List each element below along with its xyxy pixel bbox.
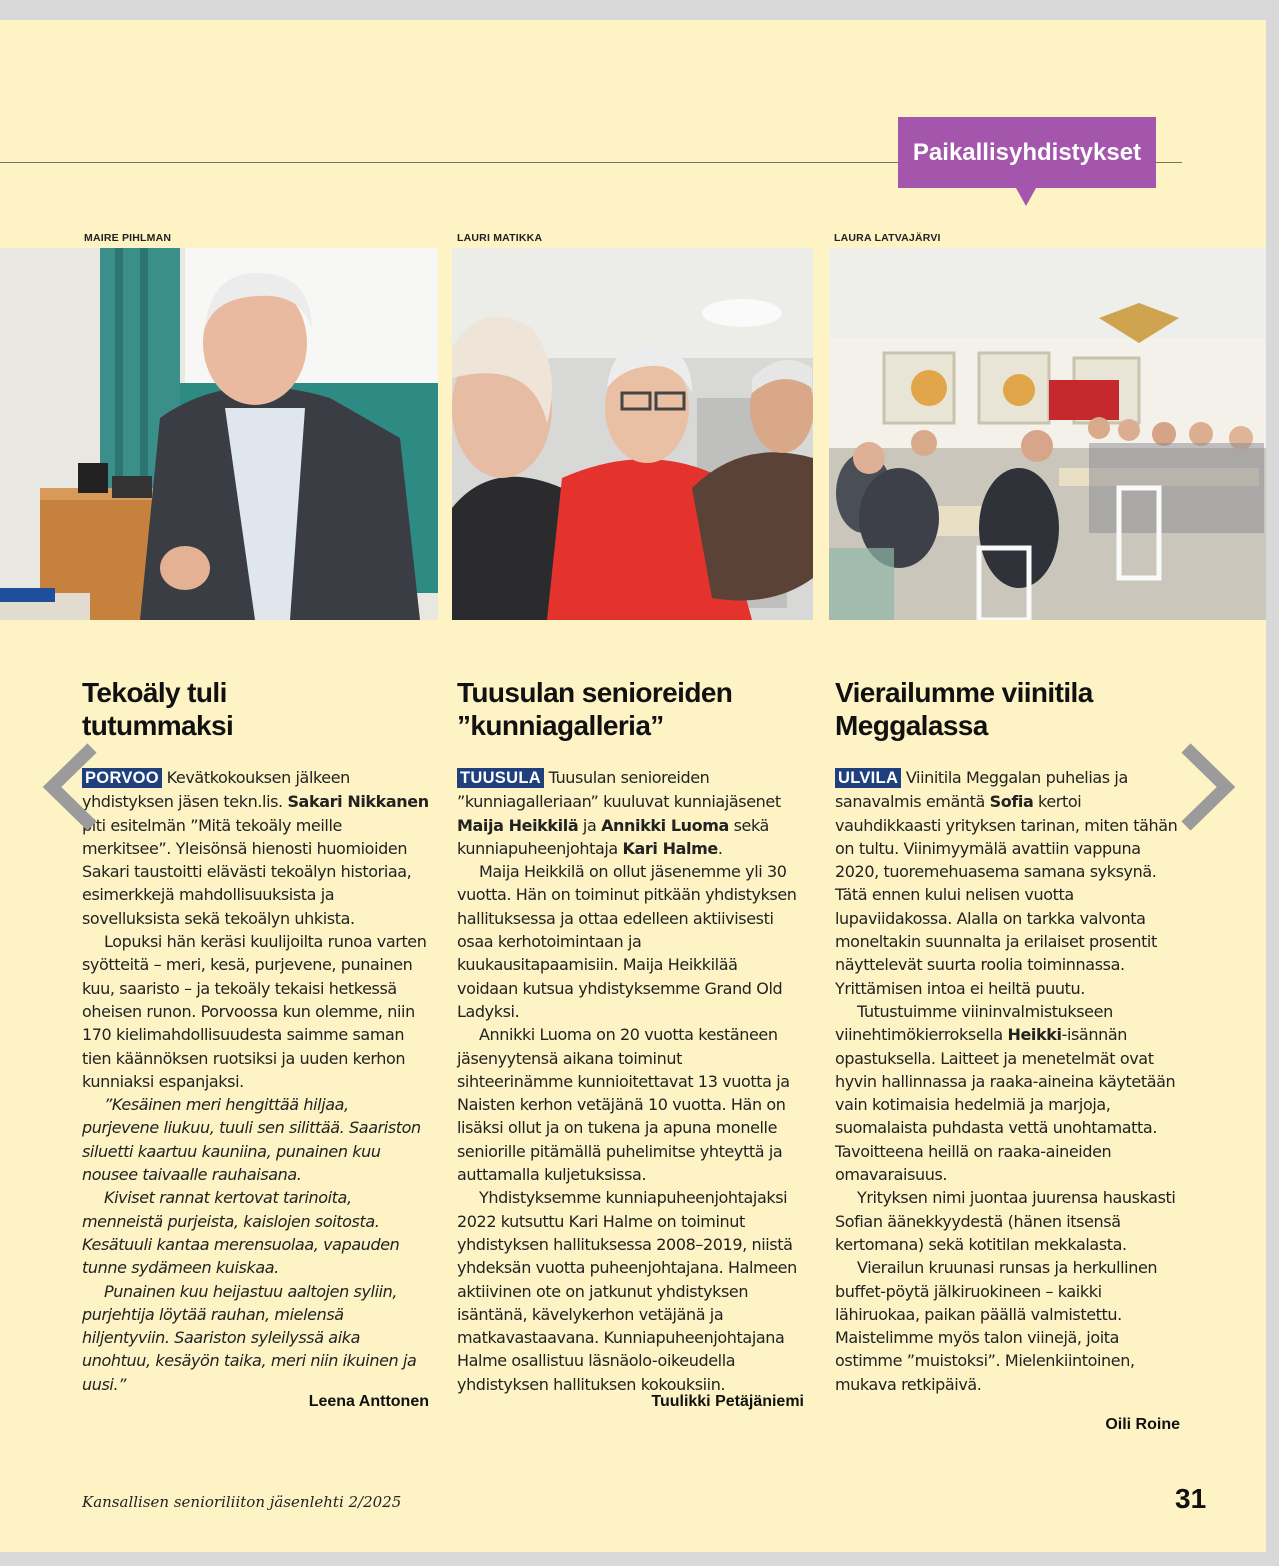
headline-2 <box>457 676 732 742</box>
paragraph: Yhdistyksemme kunniapuheenjohtajaksi 2022 kutsuttu Kari Halme on toiminut yhdistyksen hallituksessa 2008–2019, niistä yhdeksän vuotta puheenjohtajana. Halmeen aktiivinen ote on jatkunut yhdistyksen isäntänä, kävelykerhon vetäjänä ja matkavastaavana. Kunniapuheenjohtajana Halme osallistuu läsnäolo-oikeudella yhdistyksen hallituksen kokouksiin. <box>457 1188 797 1394</box>
text: Viinitila Meggalan puhelias ja sanavalmis emäntä <box>835 768 1128 812</box>
person-name: Maija Heikkilä <box>457 815 579 835</box>
person-name: Sakari Nikkanen <box>287 792 429 812</box>
poem-text: ”Kesäinen meri hengittää hiljaa, purjevene liukuu, tuuli sen silittää. Saariston siluetti kaartuu kauniina, punainen kuu nousee taivaalle rauhaisana. <box>82 1095 421 1185</box>
person-name: Kari Halme <box>622 838 718 858</box>
headline-3 <box>835 676 1093 742</box>
text: Kevätkokouksen jälkeen yhdistyksen jäsen tekn.lis. <box>82 768 350 812</box>
page-number: 31 <box>1175 1483 1207 1514</box>
photo-tuusula-honorees <box>452 248 813 620</box>
location-badge: ULVILA <box>835 768 901 788</box>
headline-3-line-1: Vierailumme viinitila <box>835 677 1093 708</box>
paragraph <box>835 766 1181 1000</box>
text: Tuusulan senioreiden ”kunniagalleriaan” kuuluvat kunniajäsenet <box>457 768 781 812</box>
paragraph: Annikki Luoma on 20 vuotta kestäneen jäsenyytensä aikana toiminut sihteerinämme kunnioitettavat 13 vuotta ja Naisten kerhon vetäjänä 10 vuotta. Hän on lisäksi ollut ja on tukena ja apuna monelle seniorille pitämällä puhelimitse yhteyttä ja auttamalla kuljetuksissa. <box>457 1025 790 1185</box>
magazine-page <box>0 20 1266 1552</box>
chevron-right-icon <box>1178 742 1238 832</box>
author-1: Leena Anttonen <box>308 1393 429 1410</box>
location-badge: TUUSULA <box>457 768 544 788</box>
paragraph: Vierailun kruunasi runsas ja herkullinen buffet-pöytä jälkiruokineen – kaikki lähiruokaa, paikan päällä valmistettu. Maistelimme myös talon viinejä, joita ostimme ”muistoksi”. Mielenkiintoinen, mukava retkipäivä. <box>835 1258 1158 1394</box>
photo-credit-2: LAURI MATIKKA <box>457 232 543 244</box>
text: Tutustuimme viininvalmistukseen viinehtimökierroksella <box>835 1001 1113 1045</box>
text: kertoi vauhdikkaasti yrityksen tarinan, miten tähän on tultu. Viinimyymälä avattiin vappuna 2020, tuoremehuasema samana syksynä. Tätä ennen kului nelisen vuotta lupaviidakossa. Alalla on tarkka valvonta moneltakin suunnalta ja erilaiset prosentit näyttelevät suurta roolia toiminnassa. Yrittämisen intoa ei heiltä puutu. <box>835 792 1178 998</box>
person-name: Heikki <box>1007 1025 1062 1045</box>
author-2: Tuulikki Petäjäniemi <box>651 1393 804 1410</box>
author-3: Oili Roine <box>1105 1416 1180 1433</box>
headline-3-line-2: Meggalassa <box>835 710 988 741</box>
article-body-1 <box>82 766 429 1396</box>
headline-1-line-2: tutummaksi <box>82 710 234 741</box>
chevron-left-icon <box>40 742 100 832</box>
publication-name: Kansallisen senioriliiton jäsenlehti 2/2025 <box>82 1493 402 1511</box>
poem-paragraph <box>82 1093 429 1186</box>
headline-2-line-1: Tuusulan senioreiden <box>457 677 733 708</box>
poem-text: Punainen kuu heijastuu aaltojen syliin, purjehtija löytää rauhan, mielensä hiljentyviin. Saariston syleilyssä aika unohtuu, kesäyön taika, meri niin ikuinen ja uusi.” <box>82 1281 417 1394</box>
poem-text: Kiviset rannat kertovat tarinoita, menneistä purjeista, kaislojen soitosta. Kesätuuli kantaa merensuolaa, vapauden tunne sydämeen kuiskaa. <box>82 1188 400 1278</box>
headline-1-line-1: Tekoäly tuli <box>82 677 227 708</box>
headline-1 <box>82 676 233 742</box>
photo-porvoo-speaker <box>0 248 438 620</box>
person-name: Sofia <box>989 792 1034 812</box>
location-badge: PORVOO <box>82 768 162 788</box>
poem-paragraph <box>82 1280 429 1396</box>
photo-credit-3: LAURA LATVAJÄRVI <box>834 232 941 244</box>
article-body-2 <box>457 766 802 1396</box>
text: ja <box>578 815 602 835</box>
paragraph: Maija Heikkilä on ollut jäsenemme yli 30 vuotta. Hän on toiminut pitkään yhdistyksen hallituksessa ja ottaa edelleen aktiivisesti osaa kerhotoimintaan ja kuukausitapaamisiin. Maija Heikkilää voidaan kutsua yhdistyksemme Grand Old Ladyksi. <box>457 862 797 1021</box>
text: -isännän opastuksella. Laitteet ja menetelmät ovat hyvin hallinnassa ja raaka-aineina käytetään vain kotimaisia hedelmiä ja marjoja, suomalaista puhdasta vettä unohtamatta. Tavoitteena heillä on raaka-aineiden omavaraisuus. <box>835 1025 1176 1185</box>
person-name: Annikki Luoma <box>601 815 729 835</box>
text: piti esitelmän ”Mitä tekoäly meille merkitsee”. Yleisönsä hienosti huomioiden Sakari taustoitti elävästi tekoälyn historiaa, esimerkkejä mahdollisuuksista ja sovelluksista sekä tekoälyn uhkista. <box>82 815 412 928</box>
text: sekä kunniapuheenjohtaja <box>457 815 769 858</box>
article-body-3 <box>835 766 1181 1396</box>
paragraph <box>457 766 802 860</box>
paragraph <box>82 766 429 930</box>
next-page-button[interactable] <box>1178 742 1238 832</box>
section-tag: Paikallisyhdistykset <box>898 117 1156 188</box>
headline-2-line-2: ”kunniagalleria” <box>457 710 664 741</box>
text: . <box>717 838 723 858</box>
previous-page-button[interactable] <box>40 742 100 832</box>
paragraph <box>835 1000 1181 1186</box>
poem-paragraph <box>82 1186 429 1279</box>
paragraph: Lopuksi hän keräsi kuulijoilta runoa varten syötteitä – meri, kesä, purjevene, punainen kuu, saaristo – ja tekoäly tekaisi hetkessä oheisen runon. Porvoossa kun olemme, niin 170 kielimahdollisuudesta saimme saman tien käännöksen ruotsiksi ja uuden kerhon kunniaksi espanjaksi. <box>82 932 427 1091</box>
paragraph: Yrityksen nimi juontaa juurensa hauskasti Sofian äänekkyydestä (hänen itsensä kertomana) sekä kotitilan mekkalasta. <box>835 1188 1176 1254</box>
photo-credit-1: MAIRE PIHLMAN <box>84 232 172 244</box>
photo-meggala-winery <box>829 248 1266 620</box>
